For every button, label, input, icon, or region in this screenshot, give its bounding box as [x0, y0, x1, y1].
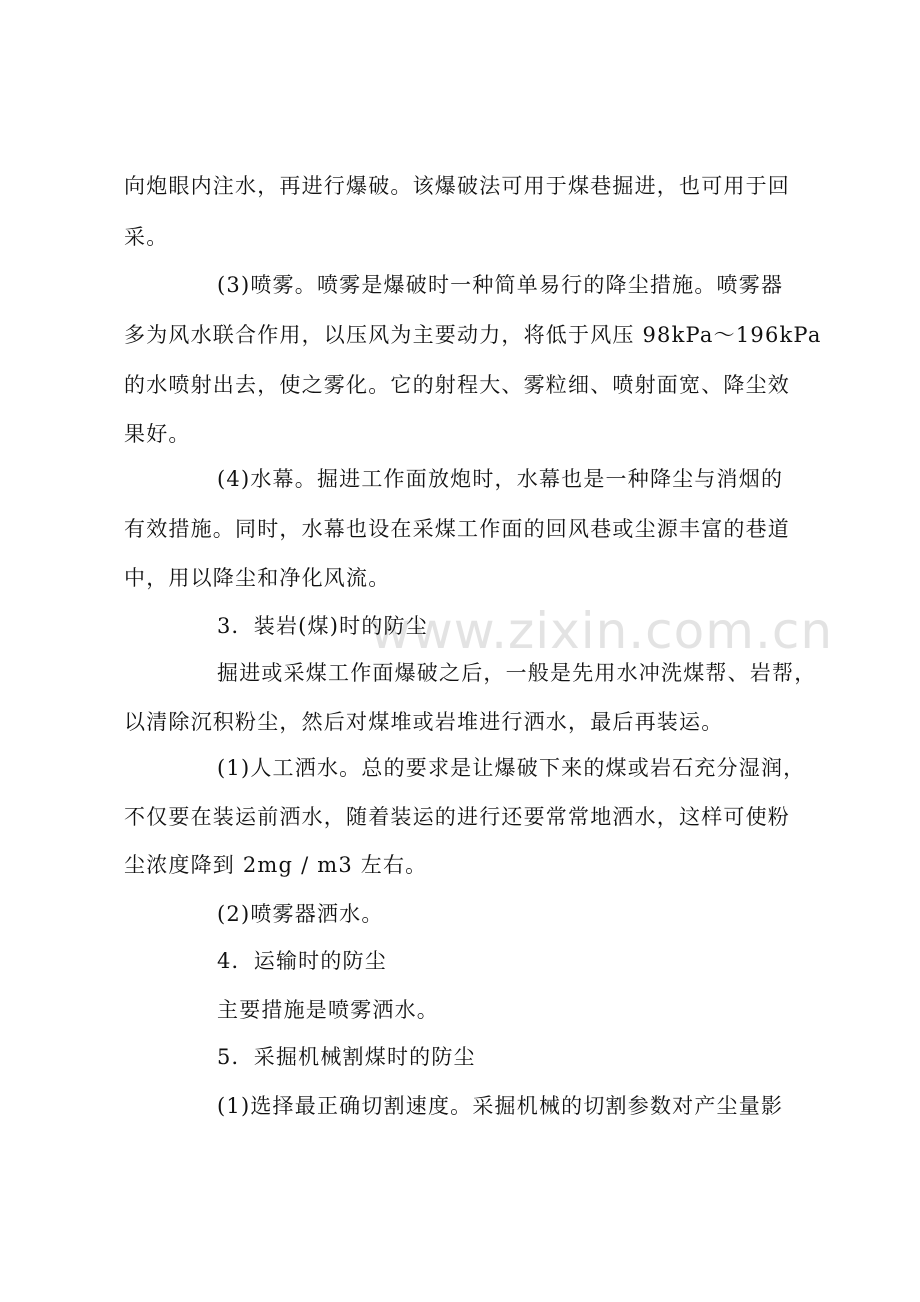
text-line: 的水喷射出去，使之雾化。它的射程大、雾粒细、喷射面宽、降尘效	[124, 373, 790, 397]
section-heading: 5．采掘机械割煤时的防尘	[217, 1045, 476, 1069]
text-line: 主要措施是喷雾洒水。	[217, 998, 439, 1022]
text-line: 果好。	[124, 422, 191, 446]
text-line: 不仅要在装运前洒水，随着装运的进行还要常常地洒水，这样可使粉	[124, 805, 790, 829]
text-line: 采。	[124, 225, 169, 249]
text-line: 多为风水联合作用，以压风为主要动力，将低于风压 98kPa～196kPa	[124, 323, 822, 347]
text-line: 掘进或采煤工作面爆破之后，一般是先用水冲洗煤帮、岩帮，	[217, 661, 817, 685]
text-line: (1)人工洒水。总的要求是让爆破下来的煤或岩石充分湿润，	[217, 756, 806, 780]
text-line: (4)水幕。掘进工作面放炮时，水幕也是一种降尘与消烟的	[217, 467, 784, 491]
text-line: 向炮眼内注水，再进行爆破。该爆破法可用于煤巷掘进，也可用于回	[124, 174, 790, 198]
section-heading: 4．运输时的防尘	[217, 949, 387, 973]
text-line: 尘浓度降到 2mg / m3 左右。	[124, 853, 428, 877]
text-line: 有效措施。同时，水幕也设在采煤工作面的回风巷或尘源丰富的巷道	[124, 517, 790, 541]
text-line: (2)喷雾器洒水。	[217, 902, 384, 926]
text-line: (1)选择最正确切割速度。采掘机械的切割参数对产尘量影	[217, 1094, 784, 1118]
text-line: (3)喷雾。喷雾是爆破时一种简单易行的降尘措施。喷雾器	[217, 273, 784, 297]
section-heading: 3．装岩(煤)时的防尘	[217, 614, 428, 638]
text-line: 中，用以降尘和净化风流。	[124, 566, 391, 590]
text-line: 以清除沉积粉尘，然后对煤堆或岩堆进行洒水，最后再装运。	[124, 710, 724, 734]
watermark: www.zixin.com.cn	[370, 602, 834, 660]
